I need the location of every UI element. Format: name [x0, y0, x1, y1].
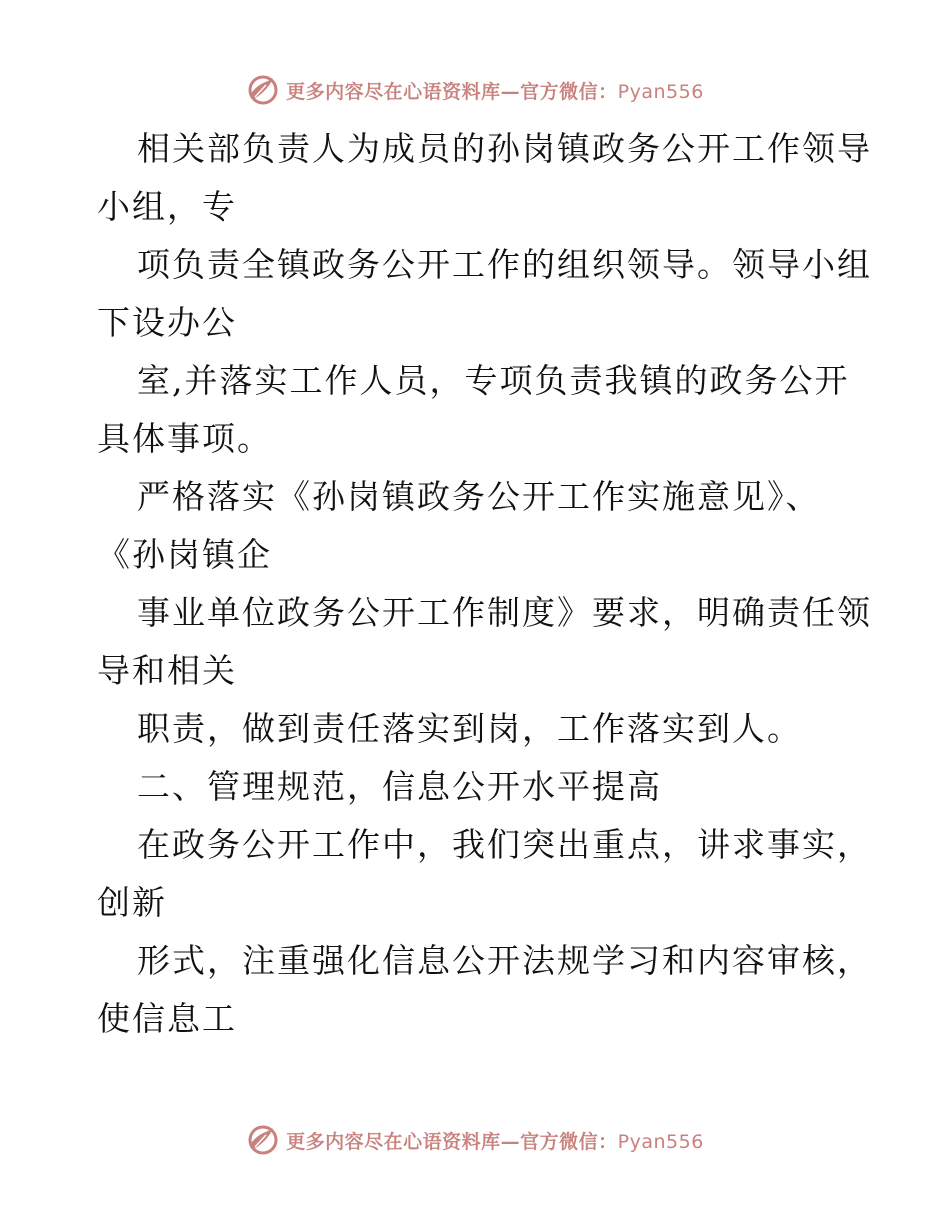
text-line: 严格落实《孙岗镇政务公开工作实施意见》、: [137, 477, 821, 516]
text-line: 小组，专: [97, 187, 237, 226]
text-line: 相关部负责人为成员的孙岗镇政务公开工作领导: [137, 129, 872, 168]
text-line: 下设办公: [97, 303, 237, 342]
text-line: 导和相关: [97, 651, 237, 690]
footer-watermark: [0, 1120, 950, 1160]
text-line: 职责，做到责任落实到岗，工作落实到人。: [137, 709, 802, 748]
watermark-wechat-id: Pyan556: [617, 1130, 704, 1153]
pen-logo-icon: [246, 1123, 280, 1157]
text-line: 使信息工: [97, 999, 237, 1038]
watermark-text: 更多内容尽在心语资料库—官方微信：Pyan556: [286, 80, 704, 103]
text-line: 创新: [97, 883, 167, 922]
watermark-wechat-id: Pyan556: [617, 80, 704, 103]
text-line: 在政务公开工作中，我们突出重点，讲求事实，: [137, 825, 872, 864]
text-line: 事业单位政务公开工作制度》要求，明确责任领: [137, 593, 872, 632]
header-watermark: [0, 70, 950, 110]
pen-logo-icon: [246, 73, 280, 107]
text-line: 二、管理规范，信息公开水平提高: [137, 767, 662, 806]
document-body: [97, 120, 877, 1048]
watermark-text: 更多内容尽在心语资料库—官方微信：Pyan556: [286, 1130, 704, 1153]
text-line: 项负责全镇政务公开工作的组织领导。领导小组: [137, 245, 872, 284]
text-line: 《孙岗镇企: [97, 535, 272, 574]
text-line: 具体事项。: [97, 419, 272, 458]
text-line: 形式，注重强化信息公开法规学习和内容审核，: [137, 941, 872, 980]
text-line: 室,并落实工作人员，专项负责我镇的政务公开: [137, 361, 850, 400]
